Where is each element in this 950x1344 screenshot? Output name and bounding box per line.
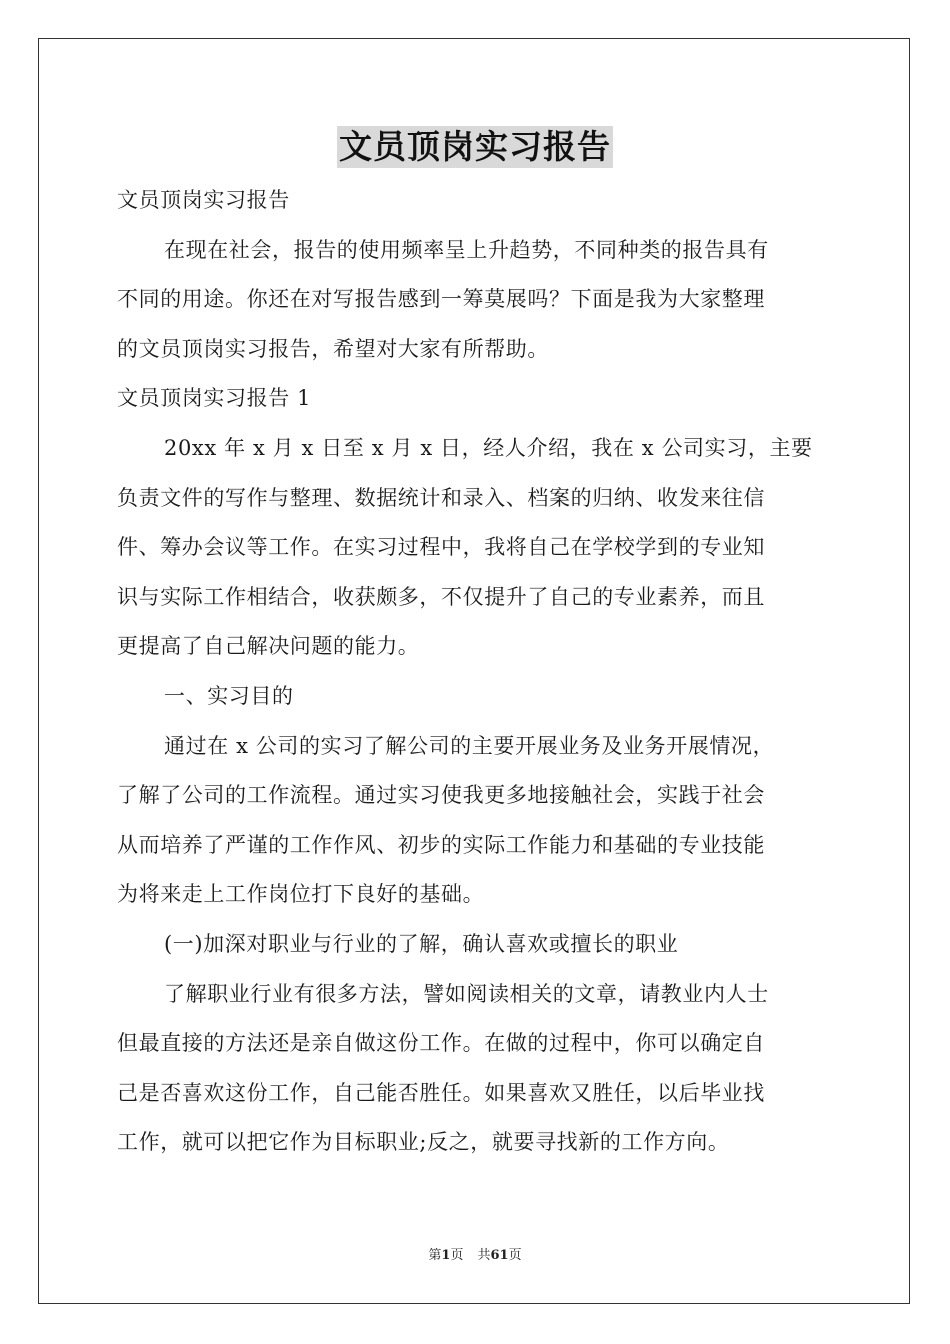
footer-page-number: 1: [441, 1248, 451, 1263]
document-title: 文员顶岗实习报告: [339, 127, 611, 166]
body-line: 文员顶岗实习报告: [117, 188, 290, 212]
footer-page-prefix: 第: [428, 1248, 442, 1263]
body-line: 己是否喜欢这份工作，自己能否胜任。如果喜欢又胜任，以后毕业找: [117, 1080, 765, 1105]
body-line: 负责文件的写作与整理、数据统计和录入、档案的归纳、收发来往信: [117, 485, 765, 510]
body-line: 20xx 年 x 月 x 日至 x 月 x 日，经人介绍，我在 x 公司实习，主要: [164, 435, 813, 460]
footer-total-pages: 61: [490, 1248, 509, 1263]
body-line: 但最直接的方法还是亲自做这份工作。在做的过程中，你可以确定自: [117, 1031, 765, 1056]
body-line: (一)加深对职业与行业的了解，确认喜欢或擅长的职业: [164, 931, 679, 956]
footer-total-suffix: 页: [508, 1248, 522, 1263]
body-line: 为将来走上工作岗位打下良好的基础。: [117, 882, 485, 907]
body-line: 通过在 x 公司的实习了解公司的主要开展业务及业务开展情况，: [164, 733, 775, 758]
title-container: [0, 126, 950, 168]
body-line: 了解了公司的工作流程。通过实习使我更多地接触社会，实践于社会: [117, 783, 765, 808]
body-line: 一、实习目的: [164, 683, 294, 708]
document-body: [117, 176, 833, 1168]
body-line: 识与实际工作相结合，收获颇多，不仅提升了自己的专业素养，而且: [117, 584, 765, 609]
body-line: 件、筹办会议等工作。在实习过程中，我将自己在学校学到的专业知: [117, 535, 765, 560]
body-line: 文员顶岗实习报告 1: [117, 386, 312, 411]
body-line: 从而培养了严谨的工作作风、初步的实际工作能力和基础的专业技能: [117, 832, 765, 857]
body-line: 更提高了自己解决问题的能力。: [117, 634, 420, 659]
body-line: 了解职业行业有很多方法，譬如阅读相关的文章，请教业内人士: [164, 981, 769, 1006]
body-line: 在现在社会，报告的使用频率呈上升趋势，不同种类的报告具有: [164, 237, 769, 262]
footer-total-prefix: 共: [477, 1248, 491, 1263]
page-footer: [0, 1247, 950, 1265]
body-line: 的文员顶岗实习报告，希望对大家有所帮助。: [117, 336, 549, 361]
body-line: 不同的用途。你还在对写报告感到一筹莫展吗？下面是我为大家整理: [117, 287, 765, 312]
footer-page-suffix: 页: [450, 1248, 464, 1263]
body-line: 工作，就可以把它作为目标职业;反之，就要寻找新的工作方向。: [117, 1130, 730, 1155]
